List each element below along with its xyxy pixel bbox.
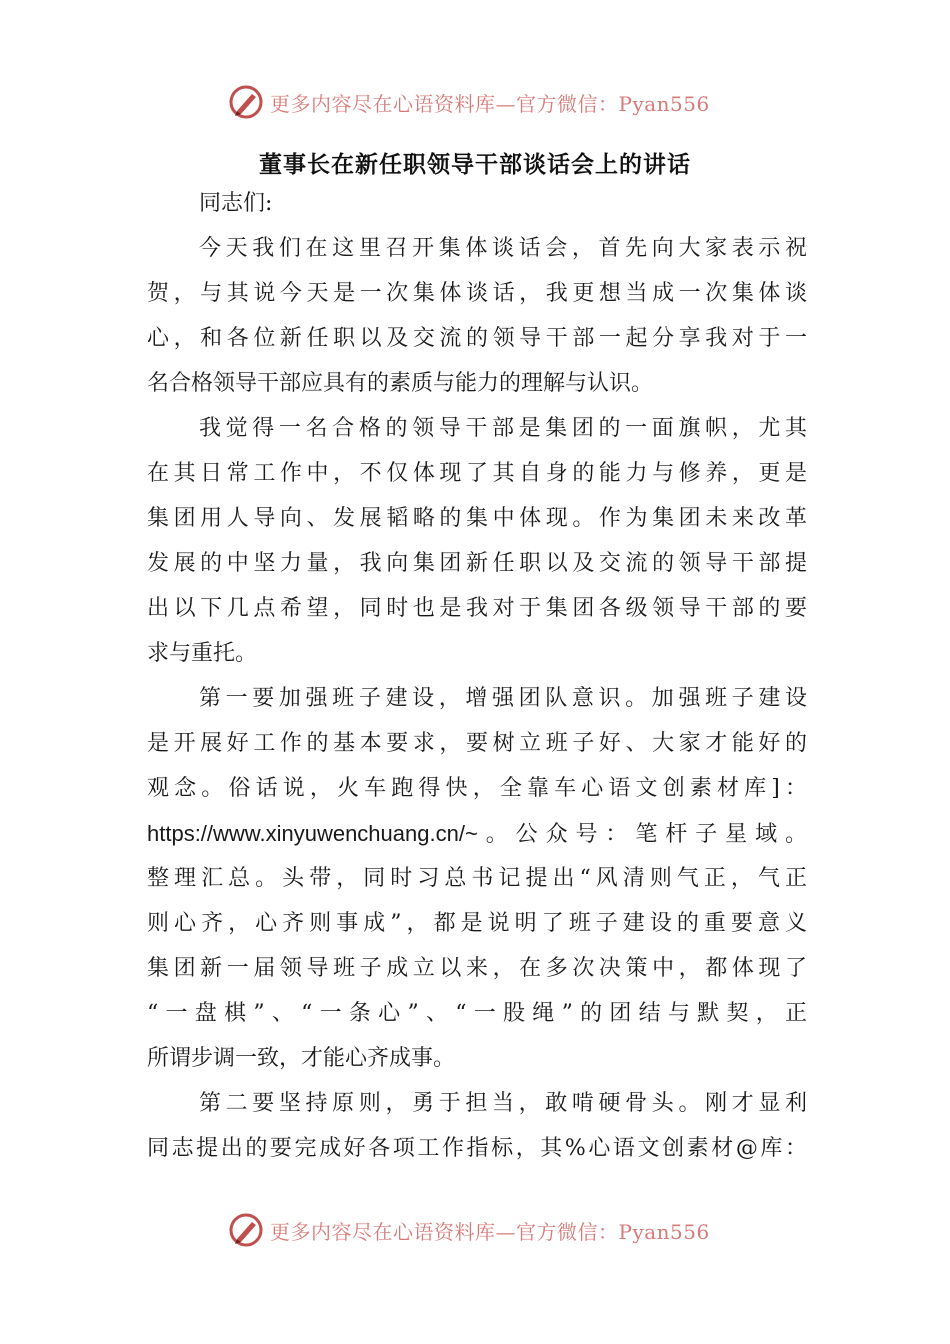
paragraph-line: 出以下几点希望，同时也是我对于集团各级领导干部的要 <box>147 596 807 621</box>
paragraph-line: 我觉得一名合格的领导干部是集团的一面旗帜，尤其 <box>199 416 807 441</box>
paragraph-line: 集团新一届领导班子成立以来，在多次决策中，都体现了 <box>147 956 807 981</box>
paragraph-line: 发展的中坚力量，我向集团新任职以及交流的领导干部提 <box>147 551 807 576</box>
paragraph-line-url: https://www.xinyuwenchuang.cn/~。公众号：笔杆子星域。 <box>147 821 807 846</box>
document-title: 董事长在新任职领导干部谈话会上的讲话 <box>259 151 691 178</box>
paragraph-line: 今天我们在这里召开集体谈话会，首先向大家表示祝 <box>199 236 807 261</box>
paragraph-line: 整理汇总。头带，同时习总书记提出“风清则气正，气正 <box>147 866 807 891</box>
paragraph-line: 同志提出的要完成好各项工作指标，其%心语文创素材@库： <box>147 1136 807 1161</box>
banner-text: 更多内容尽在心语资料库—官方微信：Pyan556 <box>270 1219 710 1244</box>
paragraph-line: 所谓步调一致，才能心齐成事。 <box>147 1046 456 1071</box>
paragraph-line: 观念。俗话说，火车跑得快，全靠车心语文创素材库]： <box>147 776 807 801</box>
salutation-line: 同志们: <box>199 191 273 216</box>
paragraph-line: 求与重托。 <box>147 641 258 666</box>
paragraph-line: “一盘棋”、“一条心”、“一股绳”的团结与默契，正 <box>147 1001 807 1026</box>
paragraph-line: 则心齐，心齐则事成”，都是说明了班子建设的重要意义 <box>147 911 807 936</box>
paragraph-line: 第二要坚持原则，勇于担当，敢啃硬骨头。刚才显利 <box>199 1091 807 1116</box>
paragraph-line: 贺，与其说今天是一次集体谈话，我更想当成一次集体谈 <box>147 281 807 306</box>
paragraph-line: 心，和各位新任职以及交流的领导干部一起分享我对于一 <box>147 326 807 351</box>
pen-circle-logo-icon <box>228 84 264 120</box>
pen-circle-logo-icon <box>228 1212 264 1248</box>
footer-banner <box>228 1210 710 1250</box>
paragraph-line: 名合格领导干部应具有的素质与能力的理解与认识。 <box>147 371 654 396</box>
header-banner <box>228 82 710 122</box>
paragraph-line: 集团用人导向、发展韬略的集中体现。作为集团未来改革 <box>147 506 807 531</box>
banner-text: 更多内容尽在心语资料库—官方微信：Pyan556 <box>270 91 710 116</box>
paragraph-line: 在其日常工作中，不仅体现了其自身的能力与修养，更是 <box>147 461 807 486</box>
paragraph-line: 是开展好工作的基本要求，要树立班子好、大家才能好的 <box>147 731 807 756</box>
paragraph-line: 第一要加强班子建设，增强团队意识。加强班子建设 <box>199 686 807 711</box>
